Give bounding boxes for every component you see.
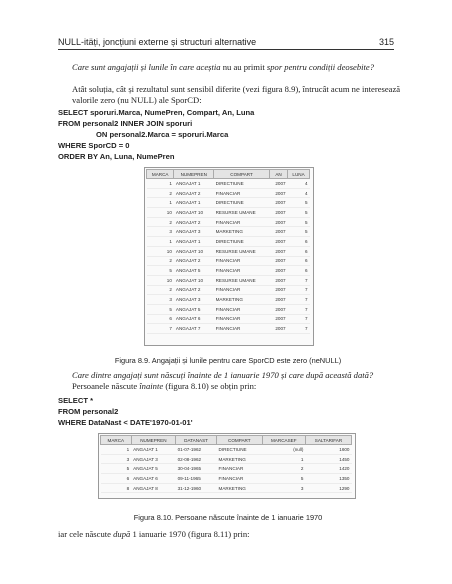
table-cell: ANGAJAT 1: [131, 445, 175, 455]
sql-block-1: [58, 107, 254, 162]
page-number: 315: [378, 37, 394, 47]
column-header[interactable]: MARCA: [147, 170, 174, 179]
figure-caption-8-9: Figura 8.9. Angajații și lunile pentru care SporCD este zero (neNULL): [114, 356, 342, 365]
column-header[interactable]: MARCA: [101, 436, 132, 445]
table-row: [147, 256, 310, 266]
table-cell: 5: [101, 464, 132, 474]
table-row: [147, 314, 310, 324]
table-cell: ANGAJAT 5: [174, 304, 214, 314]
table-cell: 7: [288, 295, 310, 305]
table-row: [147, 295, 310, 305]
table-cell: 5: [262, 474, 305, 484]
table-cell: 1290: [305, 483, 351, 493]
table-cell: 5: [147, 266, 174, 276]
sql-line: ON personal2.Marca = sporuri.Marca: [96, 130, 229, 139]
table-row: [147, 324, 310, 334]
result-grid-1: [146, 169, 310, 334]
table-cell: 2007: [270, 208, 288, 218]
table-cell: 5: [288, 227, 310, 237]
table-cell: 7: [288, 304, 310, 314]
table-cell: 4: [288, 179, 310, 189]
table-row: [147, 179, 310, 189]
q1-italic-2: spor pentru condiții deosebite?: [266, 62, 375, 72]
table-cell: 2: [262, 464, 305, 474]
table-cell: 2007: [270, 198, 288, 208]
table-cell: MARKETING: [217, 454, 263, 464]
table-cell: DIRECTIUNE: [214, 237, 270, 247]
table-cell: ANGAJAT 6: [174, 314, 214, 324]
table-cell: 2007: [270, 304, 288, 314]
table-cell: FINANCIAR: [217, 464, 263, 474]
table-row: [101, 464, 352, 474]
table-cell: FINANCIAR: [214, 217, 270, 227]
table-row: [101, 474, 352, 484]
sql-line: WHERE DataNast < DATE'1970-01-01': [58, 418, 193, 427]
table-cell: FINANCIAR: [214, 285, 270, 295]
table-row: [101, 454, 352, 464]
table-cell: ANGAJAT 7: [174, 324, 214, 334]
table-cell: ANGAJAT 10: [174, 246, 214, 256]
table-cell: 2007: [270, 179, 288, 189]
table-cell: FINANCIAR: [214, 266, 270, 276]
table-cell: 6: [147, 314, 174, 324]
table-cell: ANGAJAT 3: [131, 454, 175, 464]
closing-line: [58, 529, 398, 540]
column-header[interactable]: COMPART: [217, 436, 263, 445]
table-cell: (null): [262, 445, 305, 455]
table-cell: 6: [288, 237, 310, 247]
table-row: [101, 445, 352, 455]
figure-caption-8-10: Figura 8.10. Persoane născute înainte de 1 ianuarie 1970: [133, 513, 323, 522]
table-cell: ANGAJAT 1: [174, 198, 214, 208]
table-cell: 8: [101, 483, 132, 493]
q2-text-b: înainte: [139, 381, 164, 391]
table-cell: 2007: [270, 237, 288, 247]
question-2: [58, 370, 412, 381]
table-cell: ANGAJAT 3: [174, 227, 214, 237]
table-cell: FINANCIAR: [214, 256, 270, 266]
column-header[interactable]: AN: [270, 170, 288, 179]
table-cell: 7: [288, 275, 310, 285]
sql-line: SELECT sporuri.Marca, NumePren, Compart, An, Luna: [58, 108, 255, 117]
table-cell: 4: [288, 188, 310, 198]
column-header[interactable]: NUMEPREN: [131, 436, 175, 445]
table-cell: ANGAJAT 10: [174, 275, 214, 285]
running-header: [58, 37, 394, 51]
table-cell: 5: [288, 217, 310, 227]
table-cell: 7: [147, 324, 174, 334]
table-cell: 1450: [305, 454, 351, 464]
column-header[interactable]: NUMEPREN: [174, 170, 214, 179]
sql-block-2: [58, 395, 193, 428]
table-cell: 1: [101, 445, 132, 455]
table-cell: 5: [288, 198, 310, 208]
table-row: [147, 237, 310, 247]
table-row: [147, 266, 310, 276]
table-cell: ANGAJAT 2: [174, 256, 214, 266]
table-cell: FINANCIAR: [214, 324, 270, 334]
table-row: [147, 304, 310, 314]
table-cell: 2007: [270, 266, 288, 276]
table-cell: ANGAJAT 5: [174, 266, 214, 276]
header-rule: [58, 49, 394, 50]
sql-line: FROM personal2: [58, 407, 119, 416]
table-cell: ANGAJAT 10: [174, 208, 214, 218]
table-row: [147, 217, 310, 227]
table-cell: 02-08-1962: [176, 454, 217, 464]
table-cell: 2007: [270, 285, 288, 295]
table-cell: 3: [147, 227, 174, 237]
table-cell: 5: [288, 208, 310, 218]
sql-line: SELECT *: [58, 396, 94, 405]
table-cell: ANGAJAT 2: [174, 285, 214, 295]
closing-b: după: [113, 529, 131, 539]
table-cell: DIRECTIUNE: [217, 445, 263, 455]
q2-italic: Care dintre angajați sunt născuți înainte de 1 ianuarie 1970 și care după această dată?: [72, 370, 374, 380]
table-cell: 6: [288, 246, 310, 256]
q2-text-c: (figura 8.10) se obțin prin:: [163, 381, 257, 391]
table-row: [147, 275, 310, 285]
question-1: [58, 62, 412, 73]
table-cell: MARKETING: [217, 483, 263, 493]
column-header[interactable]: LUNA: [288, 170, 310, 179]
table-row: [101, 483, 352, 493]
table-cell: RESURSE UMANE: [214, 246, 270, 256]
column-header[interactable]: DATANAST: [176, 436, 217, 445]
table-cell: 2007: [270, 324, 288, 334]
table-cell: 01-07-1962: [176, 445, 217, 455]
closing-a: iar cele născute: [58, 529, 114, 539]
table-cell: 2: [147, 217, 174, 227]
table-cell: MARKETING: [214, 227, 270, 237]
closing-c: 1 ianuarie 1970 (figura 8.11) prin:: [130, 529, 250, 539]
table-cell: 1420: [305, 464, 351, 474]
table-cell: 6: [288, 266, 310, 276]
table-cell: 1600: [305, 445, 351, 455]
sql-line: ORDER BY An, Luna, NumePren: [58, 152, 175, 161]
table-cell: 10: [147, 246, 174, 256]
table-cell: 1: [262, 454, 305, 464]
question-1-explanation: Atât soluția, cât și rezultatul sunt sensibil diferite (vezi figura 8.9), întrucât acum ne interesează valorile zero (nu NULL) ale SporCD:: [72, 84, 401, 105]
table-cell: ANGAJAT 5: [131, 464, 175, 474]
table-cell: 1: [147, 237, 174, 247]
table-row: [147, 188, 310, 198]
table-cell: MARKETING: [214, 295, 270, 305]
table-cell: 1350: [305, 474, 351, 484]
table-cell: 2007: [270, 227, 288, 237]
table-row: [147, 208, 310, 218]
column-header[interactable]: MARCASEF: [262, 436, 305, 445]
table-cell: ANGAJAT 2: [174, 188, 214, 198]
table-cell: ANGAJAT 1: [174, 179, 214, 189]
table-cell: 2007: [270, 188, 288, 198]
table-cell: ANGAJAT 8: [131, 483, 175, 493]
sql-line: FROM personal2 INNER JOIN sporuri: [58, 119, 193, 128]
table-cell: 2007: [270, 246, 288, 256]
table-cell: 10: [147, 208, 174, 218]
table-cell: 2007: [270, 275, 288, 285]
table-cell: FINANCIAR: [214, 304, 270, 314]
table-cell: ANGAJAT 3: [174, 295, 214, 305]
table-cell: 3: [262, 483, 305, 493]
table-cell: 2007: [270, 295, 288, 305]
q2-text-a: Persoanele născute: [72, 381, 140, 391]
table-cell: 2: [147, 188, 174, 198]
table-cell: 7: [288, 324, 310, 334]
table-cell: 2: [147, 285, 174, 295]
table-cell: 10: [147, 275, 174, 285]
table-cell: FINANCIAR: [217, 474, 263, 484]
q1-normal: nu au primit: [220, 62, 267, 72]
result-grid-2: [100, 435, 352, 493]
q1-italic: Care sunt angajații și lunile în care aceștia: [72, 62, 221, 72]
table-row: [147, 285, 310, 295]
table-cell: 1: [147, 198, 174, 208]
header-title: NULL-itäți, joncțiuni externe și structuri alternative: [58, 37, 257, 47]
table-cell: ANGAJAT 2: [174, 217, 214, 227]
column-header[interactable]: COMPART: [214, 170, 270, 179]
table-cell: ANGAJAT 6: [131, 474, 175, 484]
table-row: [147, 198, 310, 208]
table-cell: 6: [101, 474, 132, 484]
table-row: [147, 246, 310, 256]
table-cell: DIRECTIUNE: [214, 179, 270, 189]
column-header[interactable]: SALTARIFAR: [305, 436, 351, 445]
table-row: [147, 227, 310, 237]
table-cell: 7: [288, 314, 310, 324]
question-2-line: [58, 381, 412, 392]
table-cell: RESURSE UMANE: [214, 208, 270, 218]
sql-line: WHERE SporCD = 0: [58, 141, 130, 150]
table-cell: RESURSE UMANE: [214, 275, 270, 285]
table-cell: 3: [147, 295, 174, 305]
table-cell: ANGAJAT 1: [174, 237, 214, 247]
table-cell: 30-04-1965: [176, 464, 217, 474]
table-cell: FINANCIAR: [214, 188, 270, 198]
table-cell: 2007: [270, 314, 288, 324]
table-cell: 1: [147, 179, 174, 189]
table-cell: FINANCIAR: [214, 314, 270, 324]
table-cell: 2: [147, 256, 174, 266]
table-cell: 3: [101, 454, 132, 464]
table-cell: DIRECTIUNE: [214, 198, 270, 208]
table-cell: 2007: [270, 256, 288, 266]
table-cell: 5: [147, 304, 174, 314]
table-cell: 09-11-1965: [176, 474, 217, 484]
table-cell: 2007: [270, 217, 288, 227]
table-cell: 7: [288, 285, 310, 295]
table-cell: 6: [288, 256, 310, 266]
table-cell: 31-12-1960: [176, 483, 217, 493]
